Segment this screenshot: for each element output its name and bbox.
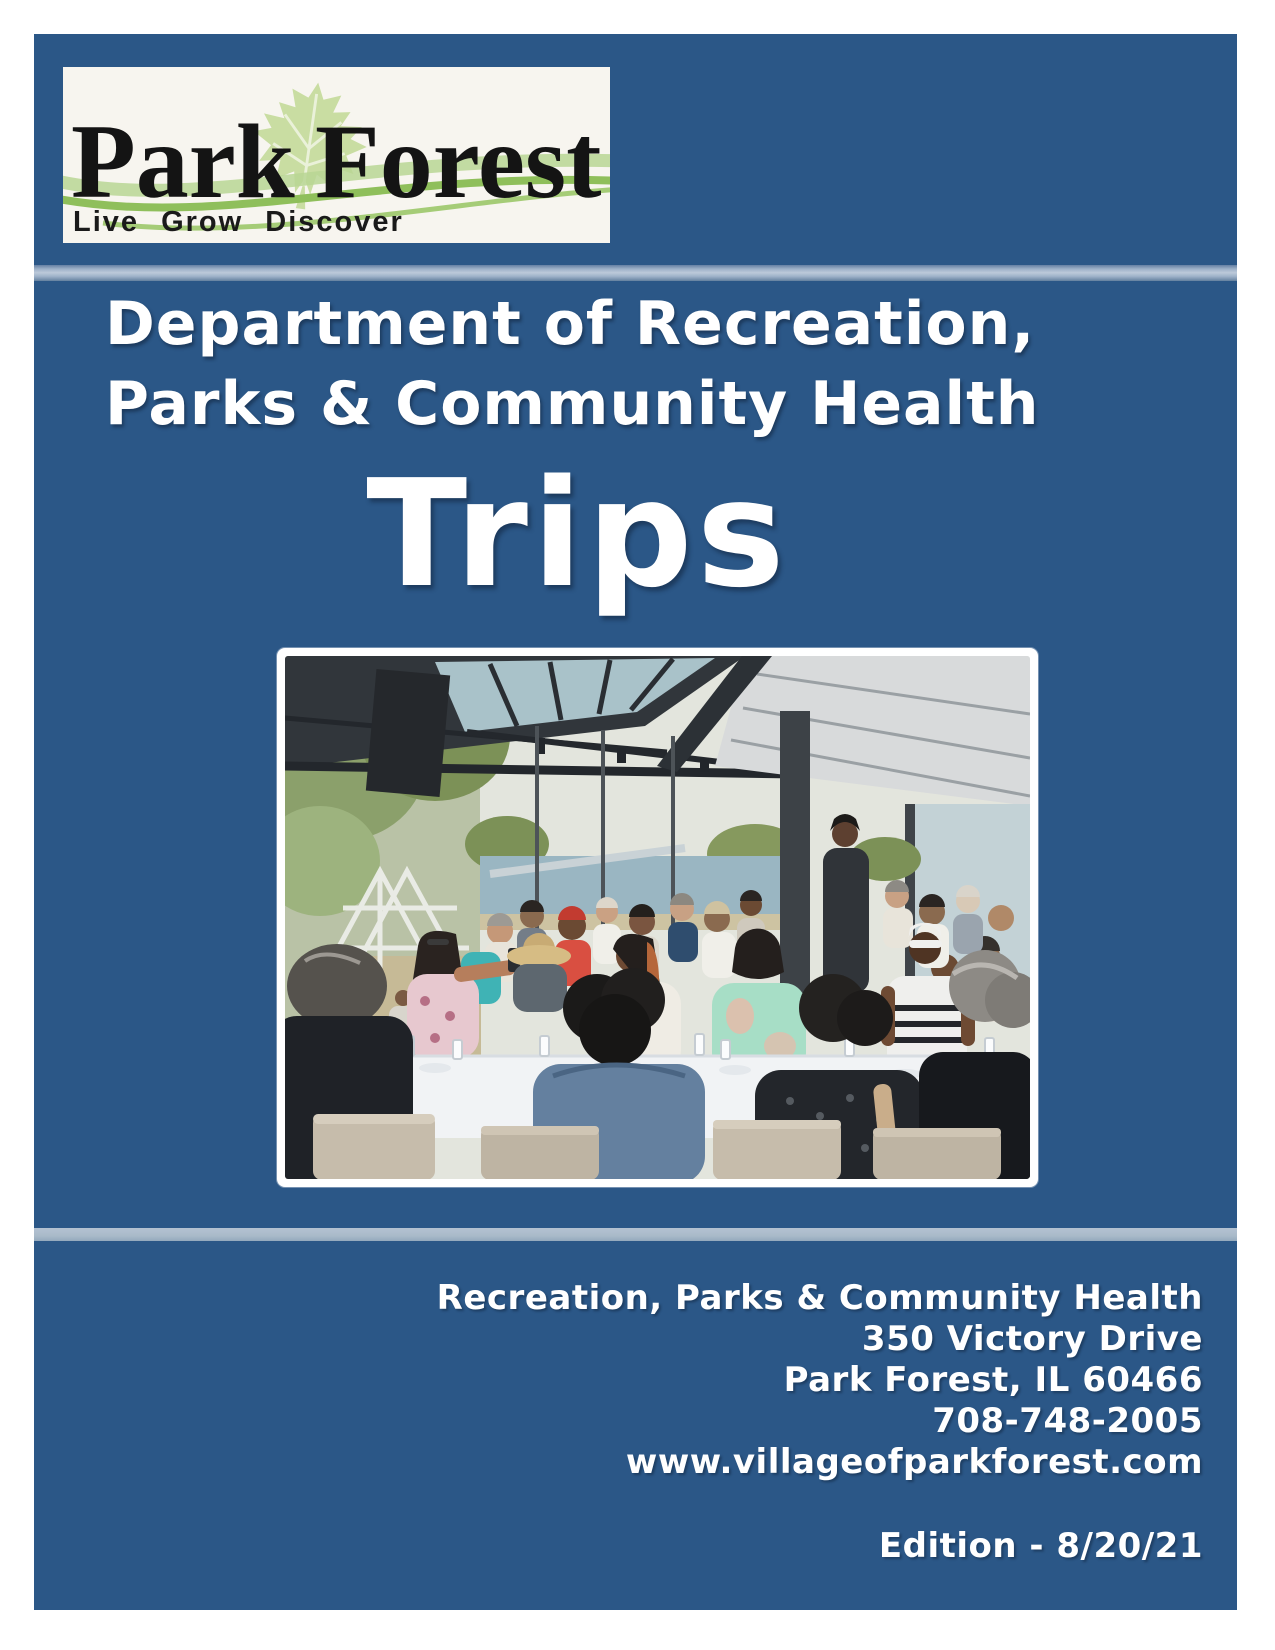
footer-contact-block [437,1278,1203,1567]
cover-photo [277,648,1038,1187]
logo-word-park: Park [71,103,295,220]
park-forest-logo [63,67,610,243]
top-divider-stripe [34,265,1237,281]
footer-phone-number: 708-748-2005 [932,1401,1203,1441]
title-block [105,284,1050,618]
cover-photo-illustration [285,656,1030,1179]
department-title-line-2: Parks & Community Health [105,369,1040,439]
footer-city-state-zip: Park Forest, IL 60466 [783,1360,1203,1400]
footer-department: Recreation, Parks & Community Health [436,1278,1203,1318]
footer-website-url: www.villageofparkforest.com [625,1442,1203,1482]
logo-word-forest: Forest [315,103,602,220]
footer-street-address: 350 Victory Drive [861,1319,1203,1359]
department-title-line-1: Department of Recreation, [105,289,1036,359]
park-forest-logo-graphic [63,67,610,243]
edition-date: Edition - 8/20/21 [878,1526,1203,1566]
page-title: Trips [366,448,789,620]
blue-cover-panel [34,34,1237,1610]
logo-tagline: Live Grow Discover [73,206,404,238]
bottom-divider-stripe [34,1228,1237,1241]
